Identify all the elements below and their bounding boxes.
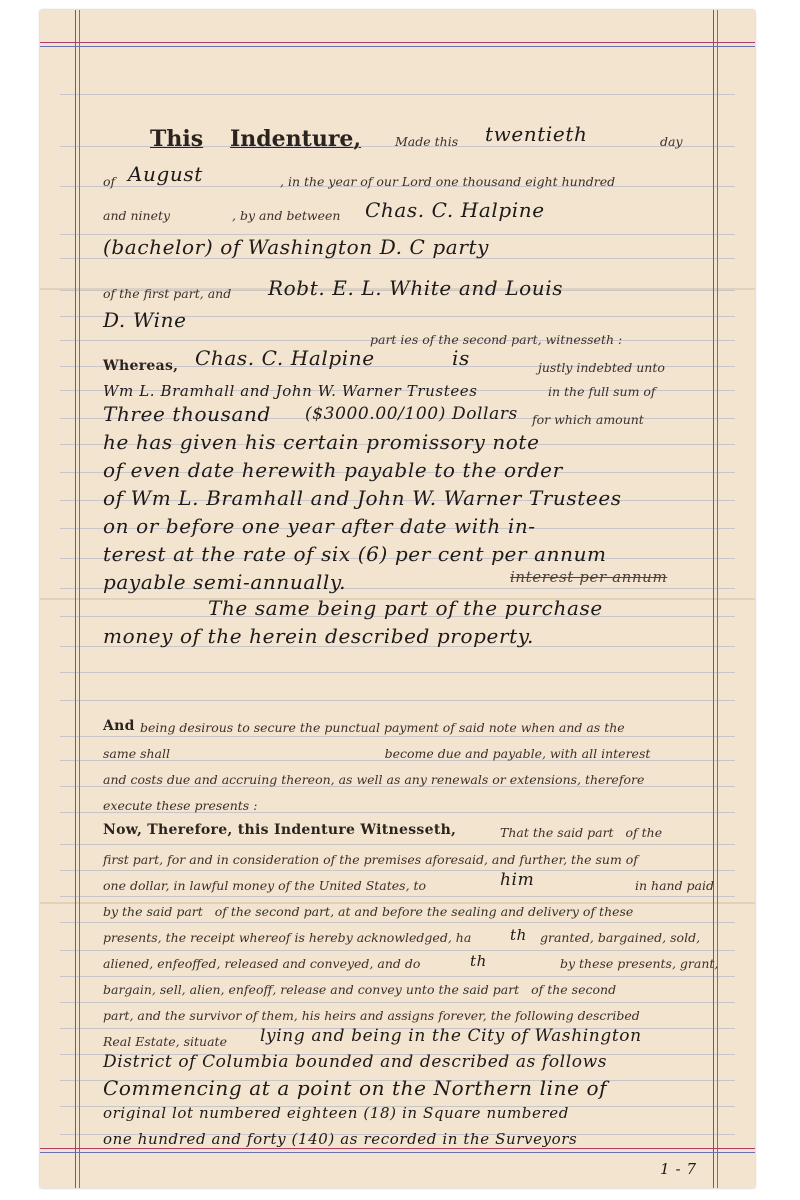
now-therefore-line: presents, the receipt whereof is hereby acknowledged, ha <box>103 930 472 945</box>
first-part-label: of the first part, and <box>103 286 232 301</box>
whereas-body-line: of Wm L. Bramhall and John W. Warner Trustees <box>103 486 622 510</box>
party2-names: Robt. E. L. White and Louis <box>268 276 564 300</box>
margin-rule-bottom <box>40 1152 755 1153</box>
by-these-label: by these presents, grant, <box>560 956 719 971</box>
of-label: of <box>103 174 116 189</box>
day-value: twentieth <box>485 122 588 146</box>
heading-indenture: Indenture, <box>230 126 362 152</box>
now-therefore-line: aliened, enfeoffed, released and conveyed, and do <box>103 956 421 971</box>
description-line: District of Columbia bounded and described as follows <box>103 1052 608 1072</box>
year-text: , in the year of our Lord one thousand eight hundred <box>280 174 616 189</box>
and-being-line: same shall become due and payable, with all interest <box>103 746 651 761</box>
trustees-name: Wm L. Bramhall and John W. Warner Trustees <box>103 382 478 400</box>
now-therefore-line: first part, for and in consideration of the premises aforesaid, and further, the sum of <box>103 852 638 867</box>
struck-text: interest per annum <box>510 568 668 586</box>
him-value: him <box>500 870 535 890</box>
description-line: Commencing at a point on the Northern line of <box>103 1076 608 1100</box>
heading-this: This <box>150 126 204 152</box>
whereas-body-line: of even date herewith payable to the order <box>103 458 563 482</box>
and-being-line: execute these presents : <box>103 798 258 813</box>
indebted-label: justly indebted unto <box>538 360 665 375</box>
purchase-line: money of the herein described property. <box>103 624 534 648</box>
page-mark: 1 - 7 <box>660 1160 697 1178</box>
and-being-line: and costs due and accruing thereon, as well as any renewals or extensions, therefore <box>103 772 645 787</box>
whereas-body-line: payable semi-annually. <box>103 570 347 594</box>
document-page <box>40 10 755 1188</box>
now-therefore-label: Now, Therefore, this Indenture Witnesseth, <box>103 822 457 838</box>
party1-description: (bachelor) of Washington D. C party <box>103 235 490 259</box>
debtor-is: is <box>452 346 470 370</box>
and-being-line: being desirous to secure the punctual payment of said note when and as the <box>140 720 625 735</box>
full-sum-label: in the full sum of <box>548 384 656 399</box>
description-line: one hundred and forty (140) as recorded in the Surveyors <box>103 1130 578 1148</box>
whereas-body-line: he has given his certain promissory note <box>103 430 540 454</box>
hath-value: th <box>510 926 527 944</box>
whereas-body-line: terest at the rate of six (6) per cent per annum <box>103 542 607 566</box>
margin-rule-top <box>40 42 755 43</box>
now-therefore-line: by the said part of the second part, at and before the sealing and delivery of these <box>103 904 634 919</box>
margin-rule-top <box>40 46 755 47</box>
month-value: August <box>128 162 203 186</box>
whereas-label: Whereas, <box>103 358 179 374</box>
amount-figures: ($3000.00/100) Dollars <box>305 404 518 424</box>
purchase-line: The same being part of the purchase <box>208 596 603 620</box>
party1-name: Chas. C. Halpine <box>365 198 545 222</box>
day-label: day <box>660 134 683 149</box>
now-therefore-line: one dollar, in lawful money of the United States, to <box>103 878 427 893</box>
description-line: lying and being in the City of Washington <box>260 1026 642 1046</box>
made-this-label: Made this <box>395 134 459 149</box>
party2-names-continued: D. Wine <box>103 308 187 332</box>
and-ninety-label: and ninety <box>103 208 171 223</box>
real-estate-label: Real Estate, situate <box>103 1034 227 1049</box>
in-hand-paid: in hand paid <box>635 878 715 893</box>
debtor-name: Chas. C. Halpine <box>195 346 375 370</box>
now-therefore-line: bargain, sell, alien, enfeoff, release and convey unto the said part of the second <box>103 982 617 997</box>
margin-rule-bottom <box>40 1148 755 1149</box>
now-therefore-rest: That the said part of the <box>500 825 663 840</box>
whereas-body-line: on or before one year after date with in- <box>103 514 536 538</box>
second-part-label: part ies of the second part, witnesseth : <box>370 332 623 347</box>
description-line: original lot numbered eighteen (18) in Square numbered <box>103 1104 569 1122</box>
for-which-label: for which amount <box>532 412 644 427</box>
by-and-between-label: , by and between <box>232 208 341 223</box>
now-therefore-line: part, and the survivor of them, his heirs and assigns forever, the following described <box>103 1008 640 1023</box>
amount-words: Three thousand <box>103 402 271 426</box>
doth-value: th <box>470 952 487 970</box>
and-label: And <box>103 718 135 734</box>
granted-label: granted, bargained, sold, <box>540 930 701 945</box>
